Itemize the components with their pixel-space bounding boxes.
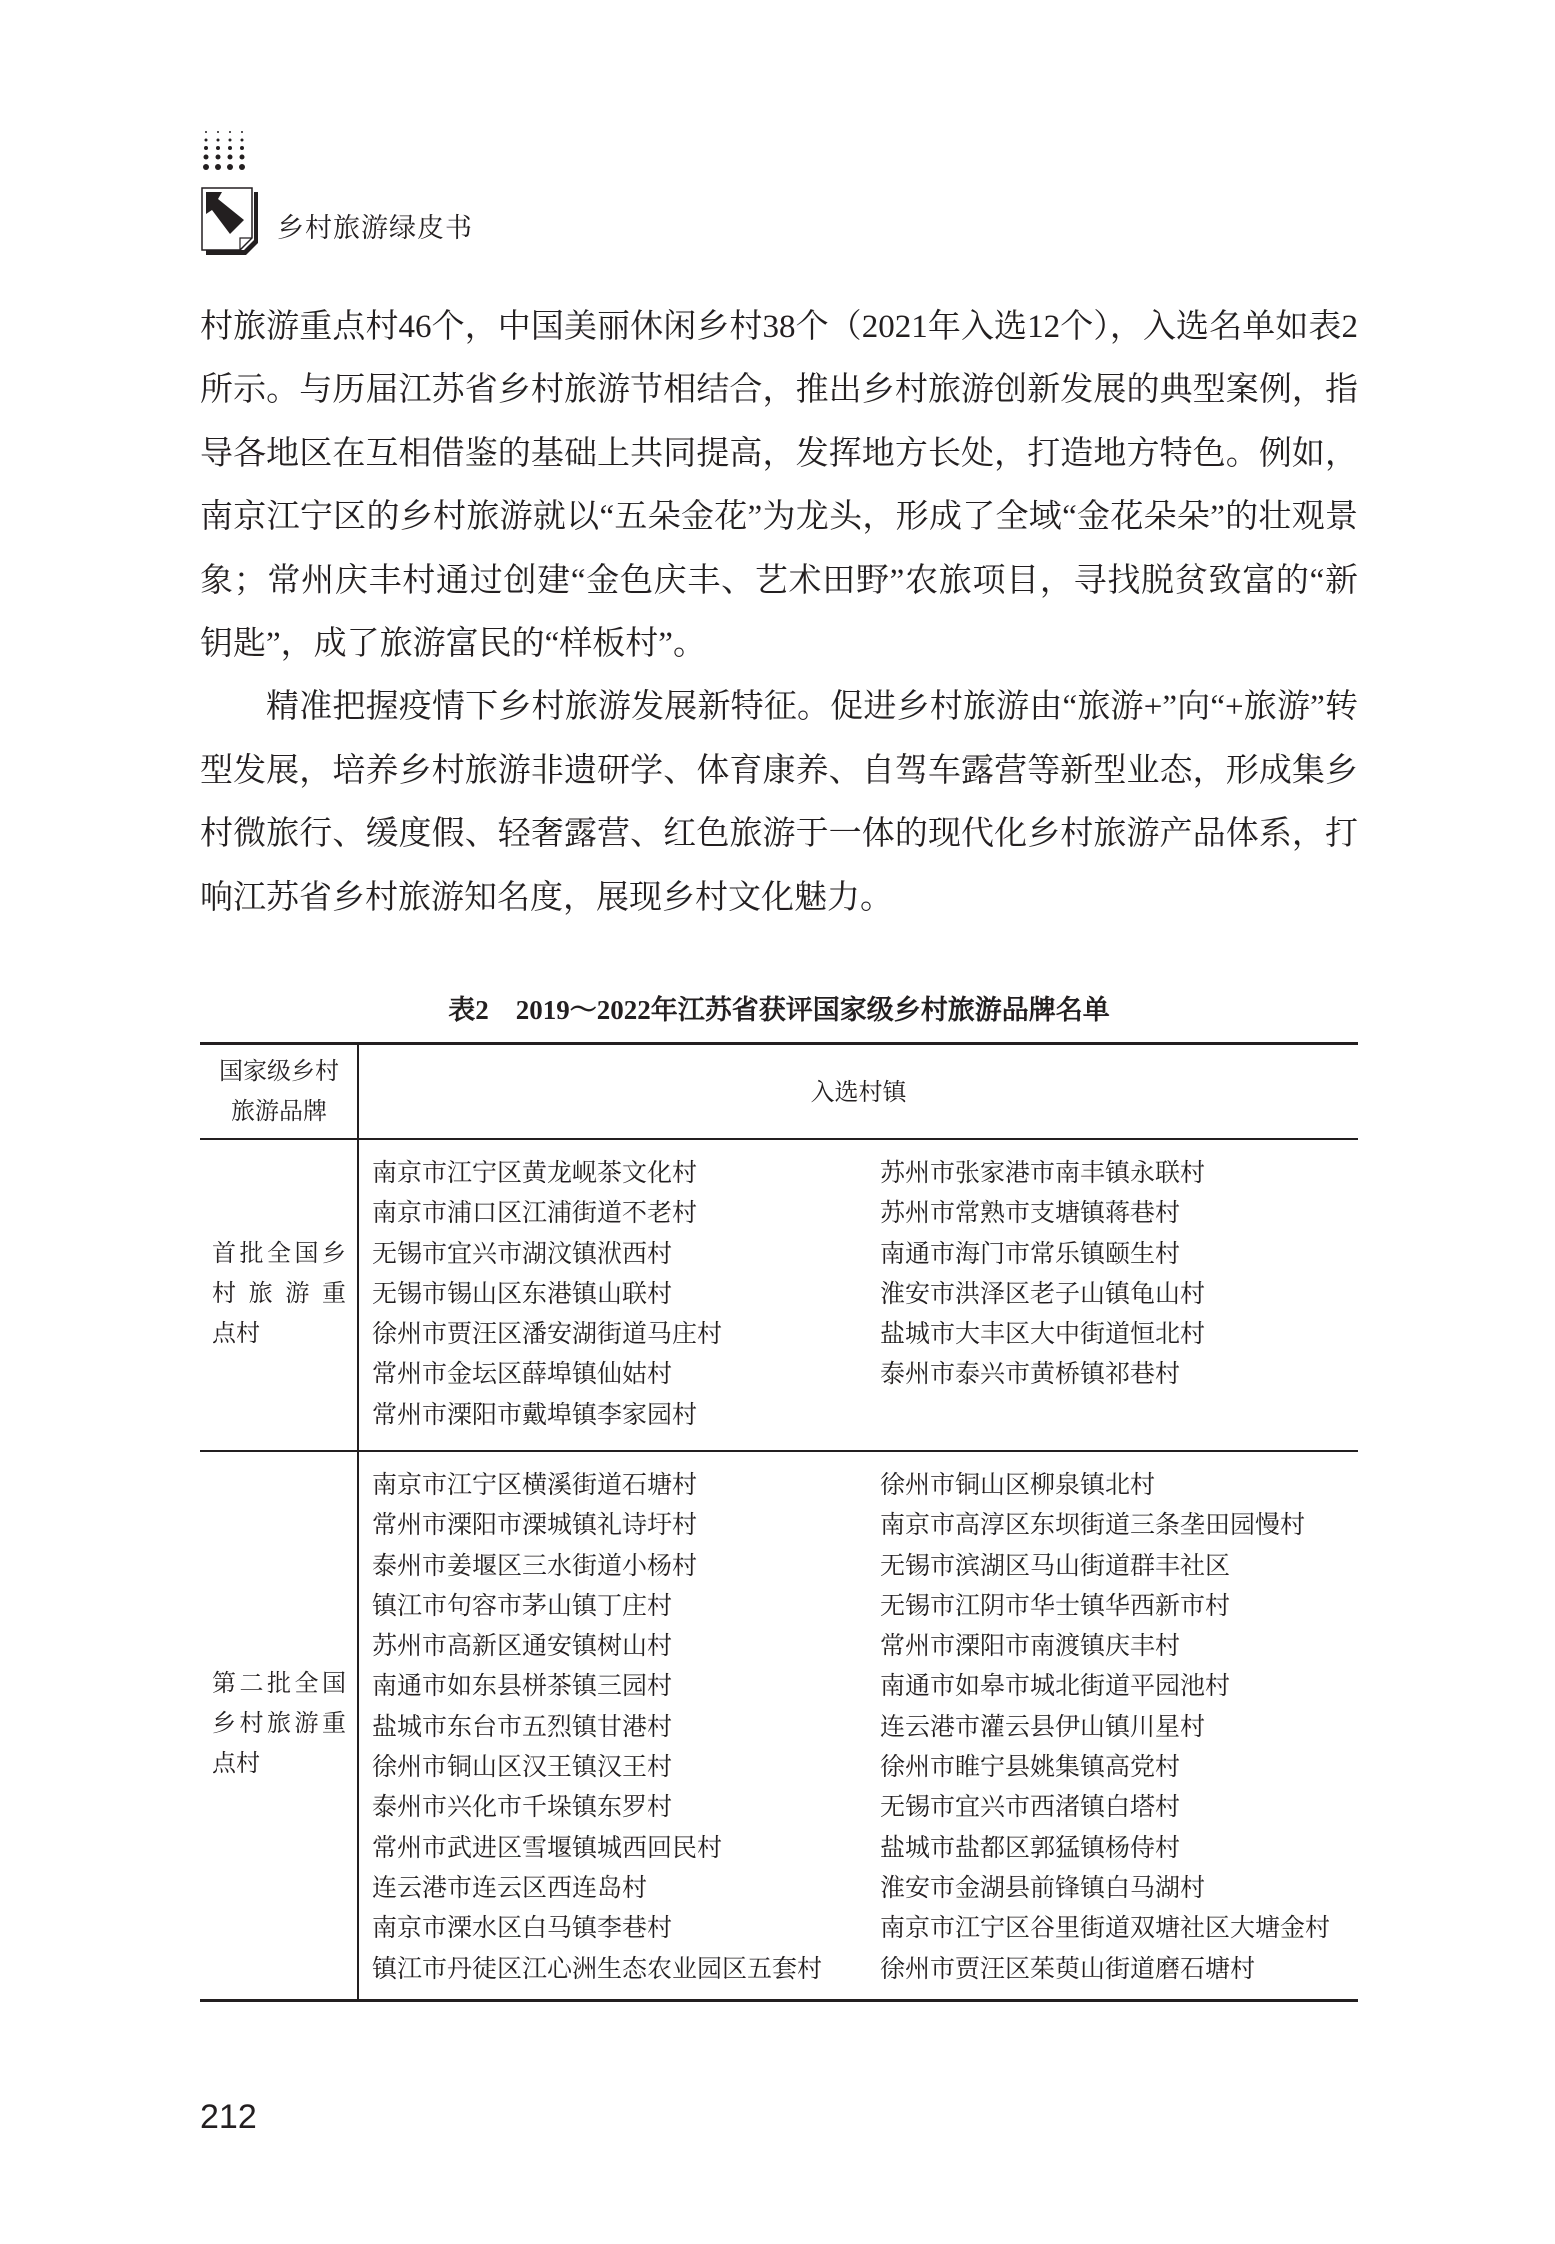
series-title: 乡村旅游绿皮书 [277,213,473,243]
group-label-line: 第二批全国 [212,1671,346,1697]
village-item: 南通市如皋市城北街道平园池村 [880,1673,1231,1701]
group-label-line: 村旅游重 [212,1281,346,1307]
village-item: 南京市江宁区黄龙岘茶文化村 [372,1160,698,1187]
village-item: 连云港市灌云县伊山镇川星村 [880,1713,1206,1741]
village-item: 常州市溧阳市南渡镇庆丰村 [880,1633,1181,1661]
village-item: 无锡市锡山区东港镇山联村 [372,1280,673,1308]
group-label-line: 点村 [212,1751,260,1777]
village-item: 徐州市铜山区汉王镇汉王村 [372,1754,673,1782]
village-item: 盐城市盐都区郭猛镇杨侍村 [880,1834,1181,1862]
village-item: 南京市江宁区谷里街道双塘社区大塘金村 [880,1915,1331,1943]
page-number: 212 [200,2098,257,2136]
table-top-rule [200,1042,1358,1045]
village-item: 淮安市洪泽区老子山镇龟山村 [880,1280,1206,1308]
header-rule [200,1138,1358,1140]
village-item: 徐州市睢宁县姚集镇高党村 [880,1754,1181,1782]
book-series-logo-icon [200,128,260,260]
village-item: 常州市金坛区薛埠镇仙姑村 [372,1361,673,1389]
header-col1-line: 旅游品牌 [231,1099,327,1125]
group-label-line: 首批全国乡 [212,1241,346,1267]
group2-right-list [880,1466,1330,1990]
village-item: 常州市溧阳市戴埠镇李家园村 [372,1401,698,1429]
group1-right-list [880,1154,1205,1396]
village-item: 镇江市丹徒区江心洲生态农业园区五套村 [372,1955,823,1983]
group1-left-list [372,1154,722,1436]
table-bottom-rule [200,1999,1358,2002]
group-rule [200,1450,1358,1452]
village-item: 南京市溧水区白马镇李巷村 [372,1915,673,1943]
village-item: 苏州市张家港市南丰镇永联村 [880,1160,1206,1187]
village-item: 泰州市泰兴市黄桥镇祁巷村 [880,1361,1181,1389]
village-item: 徐州市贾汪区茱萸山街道磨石塘村 [880,1955,1256,1983]
header-col2: 入选村镇 [810,1080,907,1106]
group-label [212,1664,346,1784]
header-col1-line: 国家级乡村 [219,1059,339,1085]
village-item: 南京市浦口区江浦街道不老村 [372,1200,698,1228]
paragraph: 精准把握疫情下乡村旅游发展新特征。促进乡村旅游由“旅游+”向“+旅游”转型发展，培养乡村旅游非遗研学、体育康养、自驾车露营等新型业态，形成集乡村微旅行、缓度假、轻奢露营、红色旅游于一体的现代化乡村旅游产品体系，打响江苏省乡村旅游知名度，展现乡村文化魅力。 [200,689,1358,916]
village-item: 南通市海门市常乐镇颐生村 [880,1240,1181,1268]
body-text [200,296,1358,930]
village-item: 徐州市贾汪区潘安湖街道马庄村 [372,1321,723,1349]
village-item: 盐城市东台市五烈镇甘港村 [372,1713,673,1741]
village-item: 镇江市句容市茅山镇丁庄村 [372,1592,673,1620]
paragraph: 村旅游重点村46个，中国美丽休闲乡村38个（2021年入选12个），入选名单如表2所示。与历届江苏省乡村旅游节相结合，推出乡村旅游创新发展的典型案例，指导各地区在互相借鉴的基础上共同提高，发挥地方长处，打造地方特色。例如，南京江宁区的乡村旅游就以“五朵金花”为龙头，形成了全域“金花朵朵”的壮观景象；常州庆丰村通过创建“金色庆丰、艺术田野”农旅项目，寻找脱贫致富的“新钥匙”，成了旅游富民的“样板村”。 [200,309,1358,663]
village-item: 连云港市连云区西连岛村 [372,1874,648,1902]
village-item: 无锡市滨湖区马山街道群丰社区 [880,1552,1231,1580]
village-item: 泰州市姜堰区三水街道小杨村 [372,1552,698,1580]
village-item: 无锡市江阴市华士镇华西新市村 [880,1592,1231,1620]
village-item: 无锡市宜兴市西渚镇白塔村 [880,1794,1181,1822]
header-col1 [212,1052,346,1132]
village-item: 无锡市宜兴市湖汶镇洑西村 [372,1240,673,1268]
group-label [212,1234,346,1354]
village-item: 苏州市高新区通安镇树山村 [372,1633,673,1661]
table-title: 表2 2019～2022年江苏省获评国家级乡村旅游品牌名单 [448,995,1110,1025]
group-label-line: 点村 [212,1321,260,1347]
village-item: 常州市武进区雪堰镇城西回民村 [372,1834,723,1862]
village-item: 南京市江宁区横溪街道石塘村 [372,1472,698,1499]
village-item: 淮安市金湖县前锋镇白马湖村 [880,1874,1206,1902]
village-item: 南京市高淳区东坝街道三条垄田园慢村 [880,1512,1306,1540]
village-item: 苏州市常熟市支塘镇蒋巷村 [880,1200,1181,1228]
village-item: 南通市如东县栟茶镇三园村 [372,1673,673,1701]
group2-left-list [372,1466,822,1990]
column-divider [357,1044,359,2000]
village-item: 泰州市兴化市千垛镇东罗村 [372,1794,673,1822]
village-item: 盐城市大丰区大中街道恒北村 [880,1321,1206,1349]
village-item: 徐州市铜山区柳泉镇北村 [880,1472,1156,1499]
village-item: 常州市溧阳市溧城镇礼诗圩村 [372,1512,698,1540]
group-label-line: 乡村旅游重 [212,1711,346,1737]
